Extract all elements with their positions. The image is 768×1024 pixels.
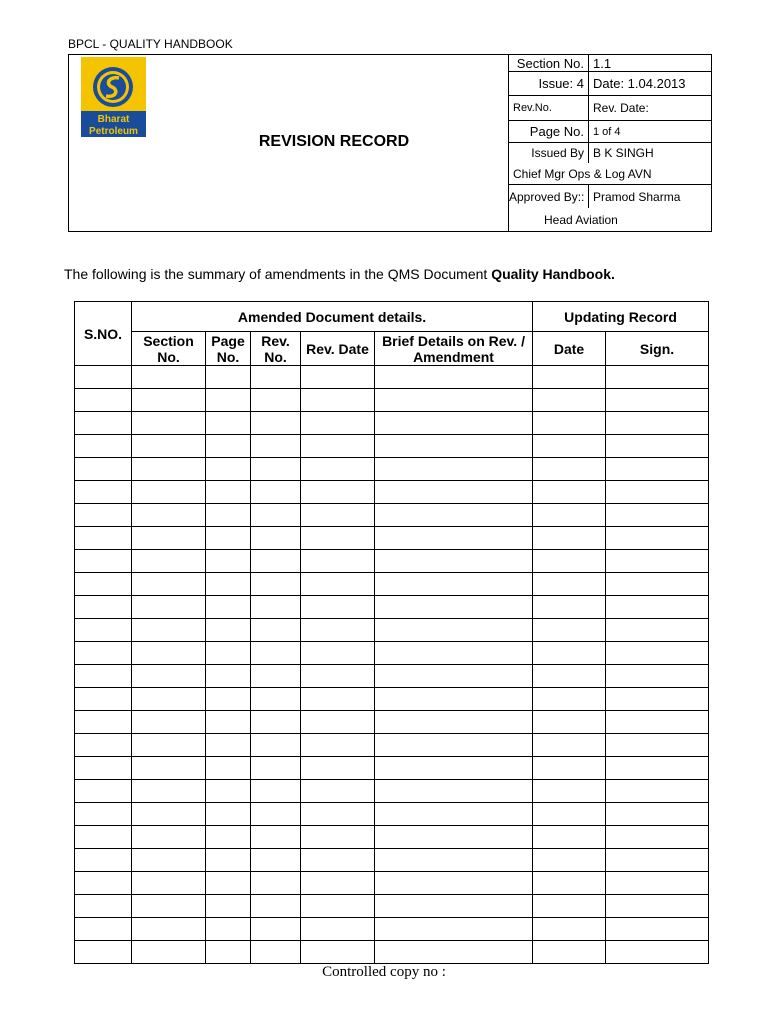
table-cell[interactable]: [251, 895, 301, 918]
table-row: [75, 872, 709, 895]
table-cell[interactable]: [533, 665, 606, 688]
table-cell[interactable]: [606, 849, 709, 872]
meta-row-section: [509, 55, 712, 72]
table-cell[interactable]: [606, 826, 709, 849]
table-row: [75, 803, 709, 826]
table-cell[interactable]: [132, 550, 206, 573]
table-cell[interactable]: [132, 481, 206, 504]
table-cell[interactable]: [606, 872, 709, 895]
table-row: [75, 849, 709, 872]
table-cell[interactable]: [533, 803, 606, 826]
table-cell[interactable]: [206, 458, 251, 481]
table-cell[interactable]: [132, 803, 206, 826]
table-cell[interactable]: [533, 389, 606, 412]
table-cell[interactable]: [606, 389, 709, 412]
table-cell[interactable]: [75, 826, 132, 849]
table-row: [75, 780, 709, 803]
table-row: [75, 389, 709, 412]
table-cell[interactable]: [606, 688, 709, 711]
table-cell[interactable]: [533, 918, 606, 941]
table-cell[interactable]: [75, 665, 132, 688]
col-rev-date: Rev. Date: [301, 332, 375, 366]
table-cell[interactable]: [251, 826, 301, 849]
table-cell[interactable]: [533, 711, 606, 734]
table-cell[interactable]: [375, 826, 533, 849]
table-cell[interactable]: [75, 366, 132, 389]
table-cell[interactable]: [75, 527, 132, 550]
table-cell[interactable]: [132, 412, 206, 435]
table-cell[interactable]: [251, 849, 301, 872]
table-cell[interactable]: [206, 389, 251, 412]
table-cell[interactable]: [533, 849, 606, 872]
table-cell[interactable]: [606, 941, 709, 964]
table-cell[interactable]: [75, 481, 132, 504]
table-cell[interactable]: [301, 665, 375, 688]
table-cell[interactable]: [533, 366, 606, 389]
table-cell[interactable]: [606, 412, 709, 435]
table-cell[interactable]: [75, 941, 132, 964]
table-cell[interactable]: [75, 550, 132, 573]
section-label: Section No.: [509, 55, 589, 71]
table-cell[interactable]: [75, 389, 132, 412]
table-cell[interactable]: [132, 895, 206, 918]
table-cell[interactable]: [206, 481, 251, 504]
revision-table-body: [75, 366, 709, 964]
table-cell[interactable]: [251, 481, 301, 504]
table-cell[interactable]: [533, 619, 606, 642]
document-header-label: BPCL - QUALITY HANDBOOK: [68, 37, 233, 51]
table-cell[interactable]: [375, 688, 533, 711]
table-cell[interactable]: [606, 918, 709, 941]
table-cell[interactable]: [206, 642, 251, 665]
table-cell[interactable]: [375, 757, 533, 780]
table-cell[interactable]: [606, 711, 709, 734]
table-cell[interactable]: [206, 573, 251, 596]
table-row: [75, 481, 709, 504]
table-cell[interactable]: [132, 780, 206, 803]
table-cell[interactable]: [132, 849, 206, 872]
table-row: [75, 826, 709, 849]
table-row: [75, 550, 709, 573]
table-cell[interactable]: [251, 550, 301, 573]
col-brief-details: Brief Details on Rev. / Amendment: [375, 332, 533, 366]
table-cell[interactable]: [301, 849, 375, 872]
table-cell[interactable]: [606, 366, 709, 389]
table-cell[interactable]: [132, 435, 206, 458]
table-cell[interactable]: [251, 412, 301, 435]
table-cell[interactable]: [75, 918, 132, 941]
table-cell[interactable]: [206, 757, 251, 780]
table-cell[interactable]: [206, 918, 251, 941]
meta-row-page: [509, 121, 712, 143]
table-cell[interactable]: [132, 527, 206, 550]
table-cell[interactable]: [251, 619, 301, 642]
table-cell[interactable]: [251, 665, 301, 688]
table-cell[interactable]: [301, 412, 375, 435]
table-row: [75, 435, 709, 458]
table-cell[interactable]: [251, 734, 301, 757]
table-cell[interactable]: [533, 872, 606, 895]
table-cell[interactable]: [132, 918, 206, 941]
table-row: [75, 688, 709, 711]
table-cell[interactable]: [301, 918, 375, 941]
table-cell[interactable]: [375, 596, 533, 619]
table-cell[interactable]: [301, 803, 375, 826]
table-cell[interactable]: [251, 688, 301, 711]
table-cell[interactable]: [75, 412, 132, 435]
table-cell[interactable]: [132, 711, 206, 734]
table-cell[interactable]: [375, 895, 533, 918]
table-cell[interactable]: [75, 895, 132, 918]
table-cell[interactable]: [606, 780, 709, 803]
table-row: [75, 734, 709, 757]
table-cell[interactable]: [206, 941, 251, 964]
meta-row-issue: [509, 72, 712, 96]
table-cell[interactable]: [533, 826, 606, 849]
table-cell[interactable]: [301, 481, 375, 504]
table-cell[interactable]: [301, 826, 375, 849]
table-cell[interactable]: [301, 941, 375, 964]
table-cell[interactable]: [533, 596, 606, 619]
meta-row-rev: [509, 96, 712, 121]
table-cell[interactable]: [75, 435, 132, 458]
table-cell[interactable]: [206, 826, 251, 849]
issue-label: Issue: 4: [509, 72, 589, 95]
table-cell[interactable]: [206, 872, 251, 895]
table-cell[interactable]: [375, 458, 533, 481]
table-cell[interactable]: [206, 435, 251, 458]
table-row: [75, 918, 709, 941]
table-cell[interactable]: [206, 780, 251, 803]
table-cell[interactable]: [251, 872, 301, 895]
table-cell[interactable]: [606, 458, 709, 481]
table-cell[interactable]: [75, 619, 132, 642]
table-cell[interactable]: [606, 527, 709, 550]
col-section-no: Section No.: [132, 332, 206, 366]
table-cell[interactable]: [533, 504, 606, 527]
table-cell[interactable]: [375, 481, 533, 504]
issued-by-title: Chief Mgr Ops & Log AVN: [513, 166, 652, 181]
table-cell[interactable]: [301, 734, 375, 757]
table-cell[interactable]: [301, 527, 375, 550]
section-value: 1.1: [593, 55, 612, 71]
meta-row-approved-title: [509, 208, 712, 231]
date-value: Date: 1.04.2013: [593, 76, 686, 91]
table-cell[interactable]: [375, 573, 533, 596]
table-cell[interactable]: [132, 642, 206, 665]
table-cell[interactable]: [75, 573, 132, 596]
table-cell[interactable]: [533, 481, 606, 504]
table-cell[interactable]: [206, 504, 251, 527]
meta-row-approved: [509, 185, 712, 208]
table-cell[interactable]: [75, 596, 132, 619]
table-row: [75, 573, 709, 596]
table-cell[interactable]: [301, 435, 375, 458]
table-row: [75, 642, 709, 665]
table-cell[interactable]: [375, 619, 533, 642]
table-cell[interactable]: [301, 504, 375, 527]
table-cell[interactable]: [533, 941, 606, 964]
col-rev-no: Rev. No.: [251, 332, 301, 366]
table-cell[interactable]: [206, 366, 251, 389]
table-row: [75, 665, 709, 688]
table-cell[interactable]: [75, 688, 132, 711]
meta-row-issued-title: [509, 163, 712, 185]
table-cell[interactable]: [251, 504, 301, 527]
table-cell[interactable]: [132, 573, 206, 596]
intro-document-name: Quality Handbook.: [491, 266, 615, 282]
table-cell[interactable]: [375, 550, 533, 573]
table-row: [75, 711, 709, 734]
table-cell[interactable]: [132, 619, 206, 642]
table-cell[interactable]: [301, 895, 375, 918]
table-cell[interactable]: [132, 458, 206, 481]
table-cell[interactable]: [251, 918, 301, 941]
table-cell[interactable]: [132, 596, 206, 619]
col-sno: S.NO.: [75, 302, 132, 366]
table-cell[interactable]: [301, 642, 375, 665]
issued-by-value: B K SINGH: [593, 146, 654, 160]
col-date: Date: [533, 332, 606, 366]
table-cell[interactable]: [301, 757, 375, 780]
table-cell[interactable]: [251, 366, 301, 389]
table-cell[interactable]: [533, 688, 606, 711]
approved-by-title: Head Aviation: [544, 212, 618, 227]
meta-block: [509, 55, 712, 231]
table-cell[interactable]: [132, 872, 206, 895]
document-title: REVISION RECORD: [258, 133, 410, 150]
table-cell[interactable]: [375, 642, 533, 665]
table-cell[interactable]: [533, 780, 606, 803]
table-cell[interactable]: [206, 895, 251, 918]
table-cell[interactable]: [375, 435, 533, 458]
table-row: [75, 366, 709, 389]
table-cell[interactable]: [251, 642, 301, 665]
table-cell[interactable]: [132, 757, 206, 780]
table-row: [75, 757, 709, 780]
table-cell[interactable]: [606, 665, 709, 688]
table-cell[interactable]: [375, 527, 533, 550]
table-cell[interactable]: [606, 573, 709, 596]
table-cell[interactable]: [206, 849, 251, 872]
table-cell[interactable]: [301, 366, 375, 389]
table-cell[interactable]: [301, 458, 375, 481]
table-cell[interactable]: [375, 941, 533, 964]
table-cell[interactable]: [75, 642, 132, 665]
table-cell[interactable]: [533, 458, 606, 481]
table-cell[interactable]: [301, 596, 375, 619]
table-row: [75, 895, 709, 918]
table-cell[interactable]: [533, 895, 606, 918]
col-sign: Sign.: [606, 332, 709, 366]
table-cell[interactable]: [75, 803, 132, 826]
table-cell[interactable]: [533, 734, 606, 757]
table-cell[interactable]: [251, 458, 301, 481]
table-cell[interactable]: [375, 780, 533, 803]
table-cell[interactable]: [251, 435, 301, 458]
table-cell[interactable]: [533, 412, 606, 435]
table-cell[interactable]: [375, 366, 533, 389]
approved-by-label: Approved By::: [509, 185, 589, 208]
table-cell[interactable]: [251, 757, 301, 780]
table-cell[interactable]: [251, 596, 301, 619]
table-cell[interactable]: [251, 527, 301, 550]
page-value: 1 of 4: [593, 125, 621, 138]
table-cell[interactable]: [206, 803, 251, 826]
issued-by-label: Issued By: [509, 143, 589, 163]
table-cell[interactable]: [75, 757, 132, 780]
table-cell[interactable]: [301, 619, 375, 642]
table-cell[interactable]: [251, 711, 301, 734]
table-cell[interactable]: [206, 734, 251, 757]
table-cell[interactable]: [606, 803, 709, 826]
table-cell[interactable]: [606, 642, 709, 665]
approved-by-value: Pramod Sharma: [593, 189, 681, 204]
table-cell[interactable]: [206, 688, 251, 711]
table-cell[interactable]: [206, 550, 251, 573]
table-cell[interactable]: [75, 849, 132, 872]
table-cell[interactable]: [132, 665, 206, 688]
table-cell[interactable]: [301, 389, 375, 412]
table-cell[interactable]: [75, 734, 132, 757]
rev-date-label: Rev. Date:: [593, 101, 649, 115]
table-cell[interactable]: [375, 918, 533, 941]
table-row: [75, 458, 709, 481]
table-row: [75, 527, 709, 550]
table-cell[interactable]: [375, 504, 533, 527]
table-cell[interactable]: [533, 527, 606, 550]
table-cell[interactable]: [301, 573, 375, 596]
table-cell[interactable]: [606, 504, 709, 527]
table-cell[interactable]: [251, 780, 301, 803]
table-cell[interactable]: [533, 550, 606, 573]
table-cell[interactable]: [251, 573, 301, 596]
rev-no-label: Rev.No.: [509, 96, 589, 120]
table-cell[interactable]: [375, 711, 533, 734]
table-row: [75, 619, 709, 642]
table-cell[interactable]: [251, 941, 301, 964]
table-cell[interactable]: [206, 596, 251, 619]
table-cell[interactable]: [75, 780, 132, 803]
table-cell[interactable]: [251, 389, 301, 412]
table-cell[interactable]: [75, 711, 132, 734]
table-cell[interactable]: [375, 734, 533, 757]
table-cell[interactable]: [132, 504, 206, 527]
table-cell[interactable]: [533, 435, 606, 458]
table-cell[interactable]: [206, 527, 251, 550]
table-cell[interactable]: [301, 711, 375, 734]
table-cell[interactable]: [251, 803, 301, 826]
table-cell[interactable]: [375, 849, 533, 872]
table-cell[interactable]: [606, 895, 709, 918]
table-cell[interactable]: [533, 573, 606, 596]
table-cell[interactable]: [132, 366, 206, 389]
table-cell[interactable]: [606, 550, 709, 573]
bharat-petroleum-logo-icon: [81, 57, 146, 137]
col-page-no: Page No.: [206, 332, 251, 366]
logo-text-line1: Bharat: [97, 114, 130, 125]
table-cell[interactable]: [301, 688, 375, 711]
table-cell[interactable]: [606, 734, 709, 757]
header-box: [68, 54, 712, 232]
table-cell[interactable]: [206, 711, 251, 734]
table-cell[interactable]: [375, 412, 533, 435]
table-cell[interactable]: [301, 550, 375, 573]
table-cell[interactable]: [132, 389, 206, 412]
controlled-copy-label: Controlled copy no :: [322, 964, 446, 980]
table-cell[interactable]: [206, 665, 251, 688]
table-cell[interactable]: [375, 389, 533, 412]
table-cell[interactable]: [606, 481, 709, 504]
table-cell[interactable]: [132, 734, 206, 757]
table-cell[interactable]: [375, 872, 533, 895]
table-cell[interactable]: [132, 688, 206, 711]
table-cell[interactable]: [375, 803, 533, 826]
intro-text: The following is the summary of amendments in the QMS Document: [64, 266, 492, 282]
table-cell[interactable]: [75, 872, 132, 895]
group-updating-record: Updating Record: [533, 302, 709, 332]
table-cell[interactable]: [606, 596, 709, 619]
table-cell[interactable]: [606, 435, 709, 458]
intro-paragraph: [64, 266, 615, 282]
meta-row-issued: [509, 143, 712, 163]
table-row: [75, 596, 709, 619]
logo-text-line2: Petroleum: [89, 126, 138, 137]
table-row: [75, 941, 709, 964]
table-cell[interactable]: [533, 757, 606, 780]
table-cell[interactable]: [606, 757, 709, 780]
group-amended-details: Amended Document details.: [132, 302, 533, 332]
table-cell[interactable]: [206, 619, 251, 642]
table-cell[interactable]: [375, 665, 533, 688]
table-row: [75, 504, 709, 527]
table-cell[interactable]: [75, 458, 132, 481]
page-label: Page No.: [509, 121, 589, 142]
table-row: [75, 412, 709, 435]
table-cell[interactable]: [132, 941, 206, 964]
table-cell[interactable]: [132, 826, 206, 849]
table-cell[interactable]: [301, 780, 375, 803]
table-cell[interactable]: [206, 412, 251, 435]
table-cell[interactable]: [606, 619, 709, 642]
table-cell[interactable]: [75, 504, 132, 527]
table-cell[interactable]: [301, 872, 375, 895]
table-cell[interactable]: [533, 642, 606, 665]
revision-table: [74, 301, 709, 964]
